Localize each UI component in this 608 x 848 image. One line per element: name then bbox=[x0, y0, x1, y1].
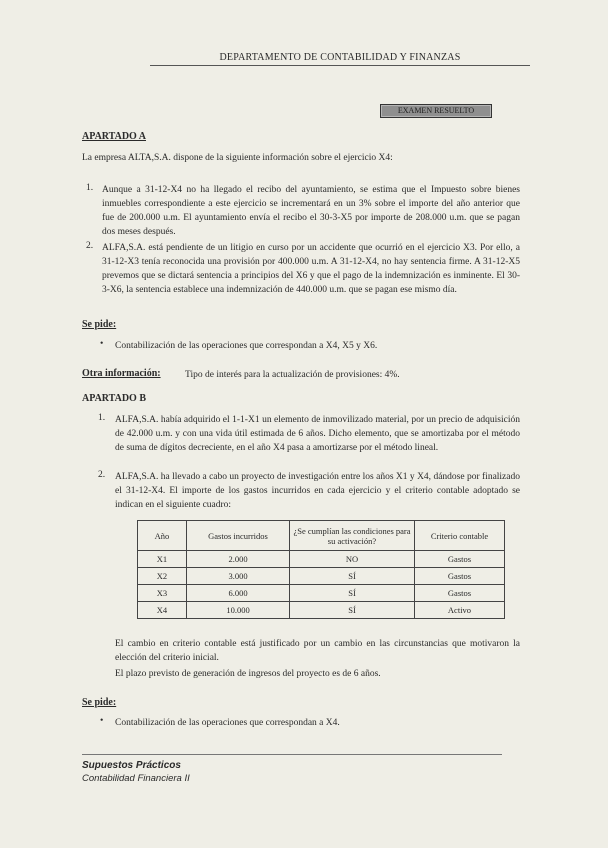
table-cell: X1 bbox=[138, 551, 187, 568]
exam-stamp: EXAMEN RESUELTO bbox=[380, 104, 492, 118]
department-header: DEPARTAMENTO DE CONTABILIDAD Y FINANZAS bbox=[150, 52, 530, 66]
table-row bbox=[138, 585, 505, 602]
note-plazo: El plazo previsto de generación de ingresos del proyecto es de 6 años. bbox=[115, 669, 381, 679]
apartado-a-title: APARTADO A bbox=[82, 131, 146, 142]
item-a2-number: 2. bbox=[86, 241, 94, 251]
table-cell: X3 bbox=[138, 585, 187, 602]
table-row bbox=[138, 551, 505, 568]
header-cell: ¿Se cumplían las condiciones para su activación? bbox=[290, 521, 415, 551]
header-cell: Criterio contable bbox=[415, 521, 505, 551]
item-a1-text: Aunque a 31-12-X4 no ha llegado el recibo del ayuntamiento, se estima que el Impuesto sobre bienes inmuebles correspondiente a este ejercicio se incrementará en un 3% sobre el importe del año anterior que fue de 200.000 u.m. El ayuntamiento envía el recibo el 30-3-X5 por importe de 208.000 u.m. que se pagan dos meses después. bbox=[102, 185, 520, 237]
se-pide-a-label: Se pide: bbox=[82, 319, 117, 330]
otra-info-text: Tipo de interés para la actualización de provisiones: 4%. bbox=[185, 370, 400, 380]
apartado-a-intro: La empresa ALTA,S.A. dispone de la siguiente información sobre el ejercicio X4: bbox=[82, 153, 393, 163]
item-b1-number: 1. bbox=[98, 413, 106, 423]
table-cell: 2.000 bbox=[187, 551, 290, 568]
table-cell: Gastos bbox=[415, 551, 505, 568]
table-cell: 3.000 bbox=[187, 568, 290, 585]
se-pide-b-item: Contabilización de las operaciones que correspondan a X4. bbox=[115, 718, 340, 728]
bullet-icon: • bbox=[100, 339, 104, 349]
table-cell: Gastos bbox=[415, 585, 505, 602]
footer-divider bbox=[82, 754, 502, 755]
criteria-table bbox=[137, 520, 505, 619]
footer-title: Supuestos Prácticos bbox=[82, 760, 181, 771]
se-pide-b-label: Se pide: bbox=[82, 697, 117, 708]
table-cell: Activo bbox=[415, 602, 505, 619]
table-row bbox=[138, 568, 505, 585]
header-cell: Gastos incurridos bbox=[187, 521, 290, 551]
header-cell: Año bbox=[138, 521, 187, 551]
table-cell: X2 bbox=[138, 568, 187, 585]
table-cell: 6.000 bbox=[187, 585, 290, 602]
table-header-row bbox=[138, 521, 505, 551]
item-a1-number: 1. bbox=[86, 183, 94, 193]
apartado-b-title: APARTADO B bbox=[82, 393, 146, 404]
item-b2-number: 2. bbox=[98, 470, 106, 480]
bullet-icon: • bbox=[100, 716, 104, 726]
table-cell: X4 bbox=[138, 602, 187, 619]
footer-subtitle: Contabilidad Financiera II bbox=[82, 773, 190, 784]
item-b2-text: ALFA,S.A. ha llevado a cabo un proyecto de investigación entre los años X1 y X4, dándose por finalizado el 31-12-X4. El importe de los gastos incurridos en cada ejercicio y el criterio contable adoptado se indican en el siguiente cuadro: bbox=[115, 472, 520, 510]
table-cell: SÍ bbox=[290, 602, 415, 619]
item-a2-text: ALFA,S.A. está pendiente de un litigio en curso por un accidente que ocurrió en el ejercicio X3. Por ello, a 31-12-X3 tenía reconocida una provisión por 400.000 u.m. A 31-12-X4, no hay sentencia firme. A 31-12-X5 prevemos que se dictará sentencia a principios del X6 y que el pago de la indemnización es inminente. El 30-3-X6, la sentencia establece una indemnización de 440.000 u.m. que se pagan ese mismo día. bbox=[102, 243, 520, 295]
se-pide-a-item: Contabilización de las operaciones que correspondan a X4, X5 y X6. bbox=[115, 341, 378, 351]
table-cell: SÍ bbox=[290, 568, 415, 585]
item-b1-text: ALFA,S.A. había adquirido el 1-1-X1 un elemento de inmovilizado material, por un precio de adquisición de 42.000 u.m. y con una vida útil estimada de 6 años. Dicho elemento, que se amortizaba por el método de suma de dígitos decreciente, en el año X4 pasa a amortizarse por el método lineal. bbox=[115, 415, 520, 453]
table-cell: 10.000 bbox=[187, 602, 290, 619]
note-criterio: El cambio en criterio contable está justificado por un cambio en las circunstancias que motivaron la elección del criterio inicial. bbox=[115, 639, 520, 663]
table-row bbox=[138, 602, 505, 619]
otra-info-label: Otra información: bbox=[82, 368, 161, 379]
table-cell: Gastos bbox=[415, 568, 505, 585]
table-cell: SÍ bbox=[290, 585, 415, 602]
table-cell: NO bbox=[290, 551, 415, 568]
